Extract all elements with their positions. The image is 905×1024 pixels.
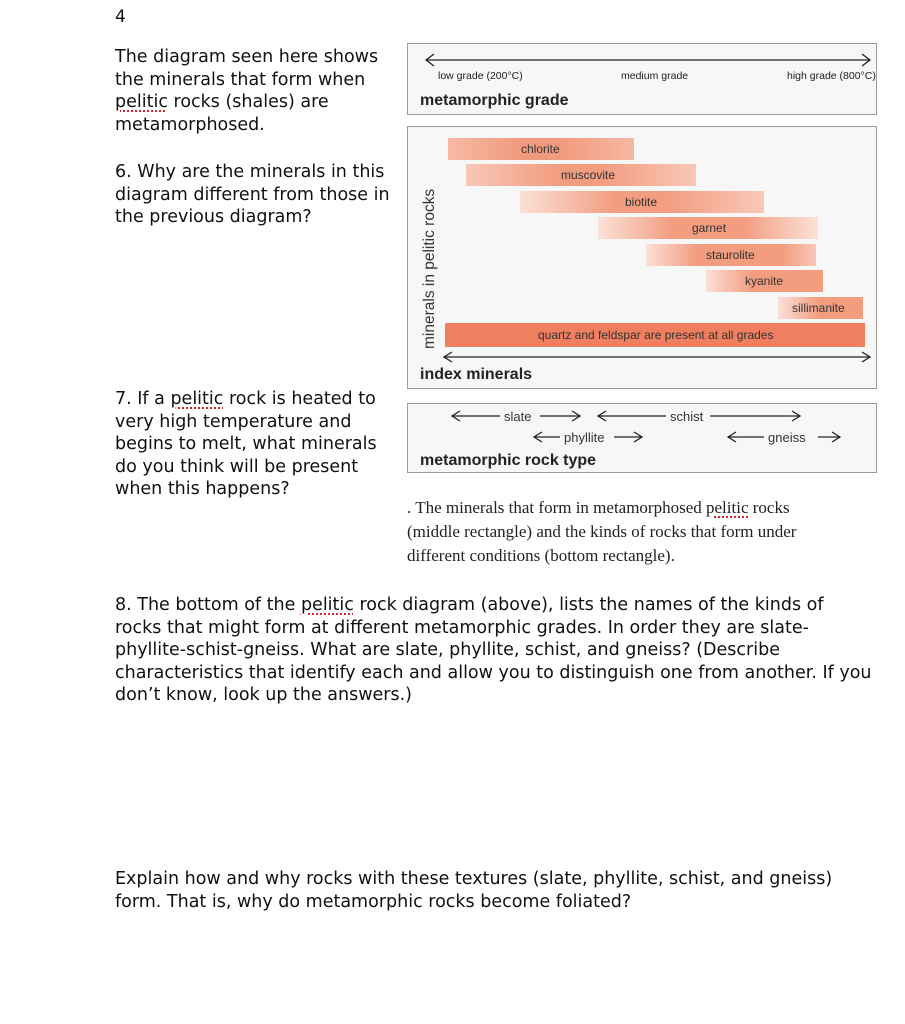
figure-caption: . The minerals that form in metamorphosed pelitic rocks (middle rectangle) and the kinds of rocks that form under different conditions (bottom rectangle). — [407, 498, 797, 565]
minerals-axis-label: minerals in pelitic rocks — [421, 188, 438, 349]
rock-type-box — [407, 403, 877, 473]
schist-label: schist — [670, 409, 704, 424]
staurolite-label: staurolite — [706, 248, 755, 262]
low-grade-label: low grade (200°C) — [438, 70, 523, 82]
sillimanite-label: sillimanite — [792, 301, 845, 315]
rock-type-arrows — [408, 404, 878, 452]
rock-type-title: metamorphic rock type — [420, 452, 597, 469]
minerals-grade-arrow — [408, 349, 878, 365]
muscovite-label: muscovite — [561, 168, 616, 182]
question-9: Explain how and why rocks with these textures (slate, phyllite, schist, and gneiss) form. That is, why do metamorphic rocks become foliated? — [115, 869, 833, 912]
index-minerals-box — [407, 126, 877, 389]
kyanite-label: kyanite — [745, 274, 784, 288]
phyllite-label: phyllite — [564, 430, 605, 445]
question-8: 8. The bottom of the pelitic rock diagram (above), lists the names of the kinds of rocks that might form at different metamorphic grades. In order they are slate- phyllite-schist-gneiss. What are slate, phyllite, schist, and gneiss? (Describe characteristics that identify each and allow you to distinguish one from another. If you don’t know, look up the answers.) — [115, 595, 872, 705]
intro-text: The diagram seen here shows the minerals that form when pelitic rocks (shales) are metamorphosed. — [115, 47, 379, 135]
garnet-label: garnet — [692, 221, 727, 235]
high-grade-label: high grade (800°C) — [787, 70, 876, 82]
slate-label: slate — [504, 409, 532, 424]
question-7: 7. If a pelitic rock is heated to very high temperature and begins to melt, what minerals do you think will be present when this happens? — [115, 389, 377, 499]
grade-title: metamorphic grade — [420, 92, 569, 109]
index-minerals-title: index minerals — [420, 366, 533, 383]
biotite-label: biotite — [625, 195, 658, 209]
chlorite-label: chlorite — [521, 142, 560, 156]
question-6: 6. Why are the minerals in this diagram different from those in the previous diagram? — [115, 162, 390, 227]
metamorphic-grade-box — [407, 43, 877, 115]
page-number: 4 — [115, 7, 126, 27]
quartz-feldspar-label: quartz and feldspar are present at all grades — [538, 328, 774, 342]
medium-grade-label: medium grade — [621, 70, 689, 82]
gneiss-label: gneiss — [768, 430, 806, 445]
